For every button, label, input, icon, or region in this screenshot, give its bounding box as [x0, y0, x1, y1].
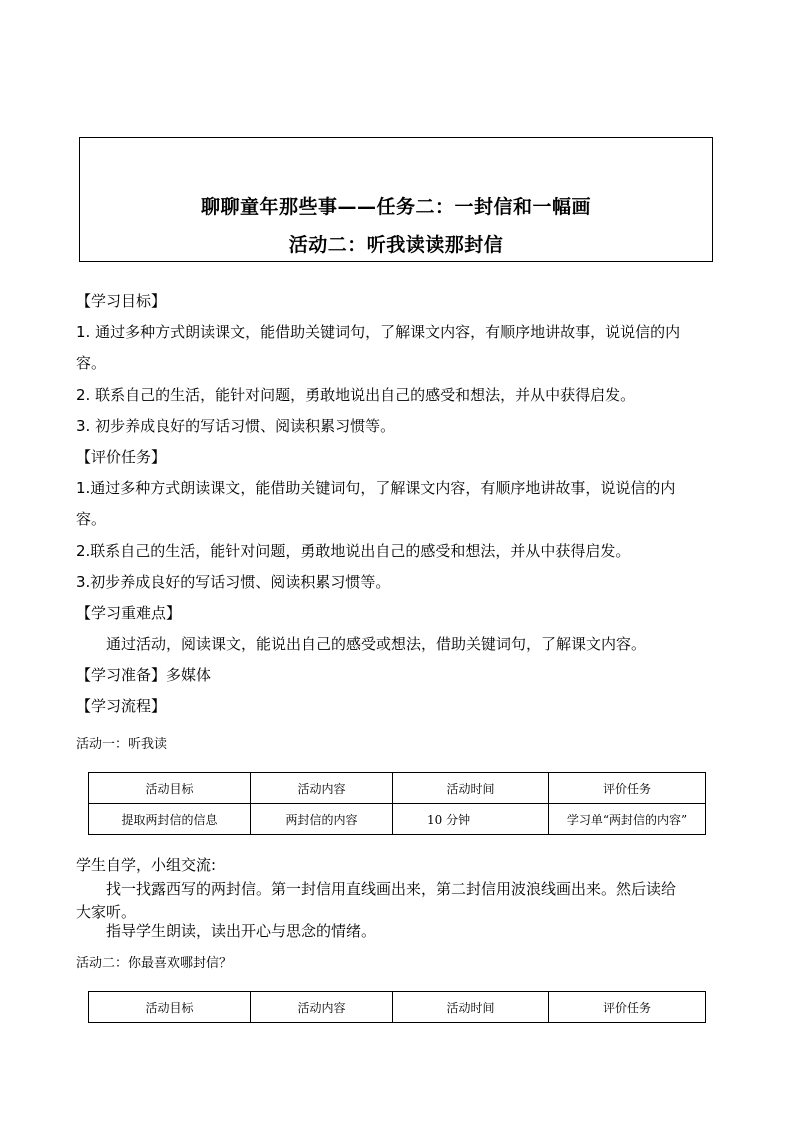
evaluation-heading: 【评价任务】 — [76, 448, 167, 466]
page-title: 聊聊童年那些事——任务二：一封信和一幅画 — [200, 196, 591, 218]
evaluation-1: 1.通过多种方式朗读课文，能借助关键词句，了解课文内容，有顺序地讲故事，说说信的内 — [76, 479, 676, 497]
table-cell: 两封信的内容 — [251, 804, 393, 835]
study-guidance: 指导学生朗读，读出开心与思念的情绪。 — [106, 922, 377, 940]
table-row — [89, 804, 706, 835]
evaluation-1-cont: 容。 — [76, 510, 107, 528]
activity1-label: 活动一：听我读 — [76, 737, 168, 752]
table-cell: 学习单“两封信的内容” — [549, 804, 706, 835]
table-header-cell: 评价任务 — [549, 773, 706, 804]
objective-2: 2. 联系自己的生活，能针对问题，勇敢地说出自己的感受和想法，并从中获得启发。 — [76, 386, 636, 404]
difficulty-text: 通过活动，阅读课文，能说出自己的感受或想法，借助关键词句，了解课文内容。 — [106, 635, 647, 653]
evaluation-3: 3.初步养成良好的写话习惯、阅读积累习惯等。 — [76, 573, 391, 591]
objective-1-cont: 容。 — [76, 354, 107, 372]
study-intro: 学生自学，小组交流: — [76, 856, 217, 874]
objective-1: 1. 通过多种方式朗读课文，能借助关键词句，了解课文内容，有顺序地讲故事，说说信的内 — [76, 323, 681, 341]
table-header-cell: 活动内容 — [251, 773, 393, 804]
difficulty-heading: 【学习重难点】 — [76, 604, 182, 622]
table-header-row — [89, 773, 706, 804]
table-header-cell: 活动目标 — [89, 773, 251, 804]
table-header-row — [89, 992, 706, 1023]
table-header-cell: 活动时间 — [393, 773, 549, 804]
process-heading: 【学习流程】 — [76, 697, 167, 715]
preparation: 【学习准备】多媒体 — [76, 666, 212, 684]
table-header-cell: 活动目标 — [89, 992, 251, 1023]
objective-3: 3. 初步养成良好的写话习惯、阅读积累习惯等。 — [76, 417, 396, 435]
table-cell: 提取两封信的信息 — [89, 804, 251, 835]
study-task: 找一找露西写的两封信。第一封信用直线画出来，第二封信用波浪线画出来。然后读给 — [106, 880, 677, 898]
title-box — [79, 137, 713, 262]
activity1-table — [88, 772, 706, 835]
table-header-cell: 评价任务 — [549, 992, 706, 1023]
table-cell: 10 分钟 — [393, 804, 549, 835]
activity2-table — [88, 991, 706, 1023]
activity2-label: 活动二：你最喜欢哪封信？ — [76, 956, 233, 971]
page-subtitle: 活动二：听我读读那封信 — [288, 234, 504, 256]
evaluation-2: 2.联系自己的生活，能针对问题，勇敢地说出自己的感受和想法，并从中获得启发。 — [76, 542, 631, 560]
table-header-cell: 活动内容 — [251, 992, 393, 1023]
objectives-heading: 【学习目标】 — [76, 292, 167, 310]
table-header-cell: 活动时间 — [393, 992, 549, 1023]
study-task-cont: 大家听。 — [76, 903, 137, 921]
